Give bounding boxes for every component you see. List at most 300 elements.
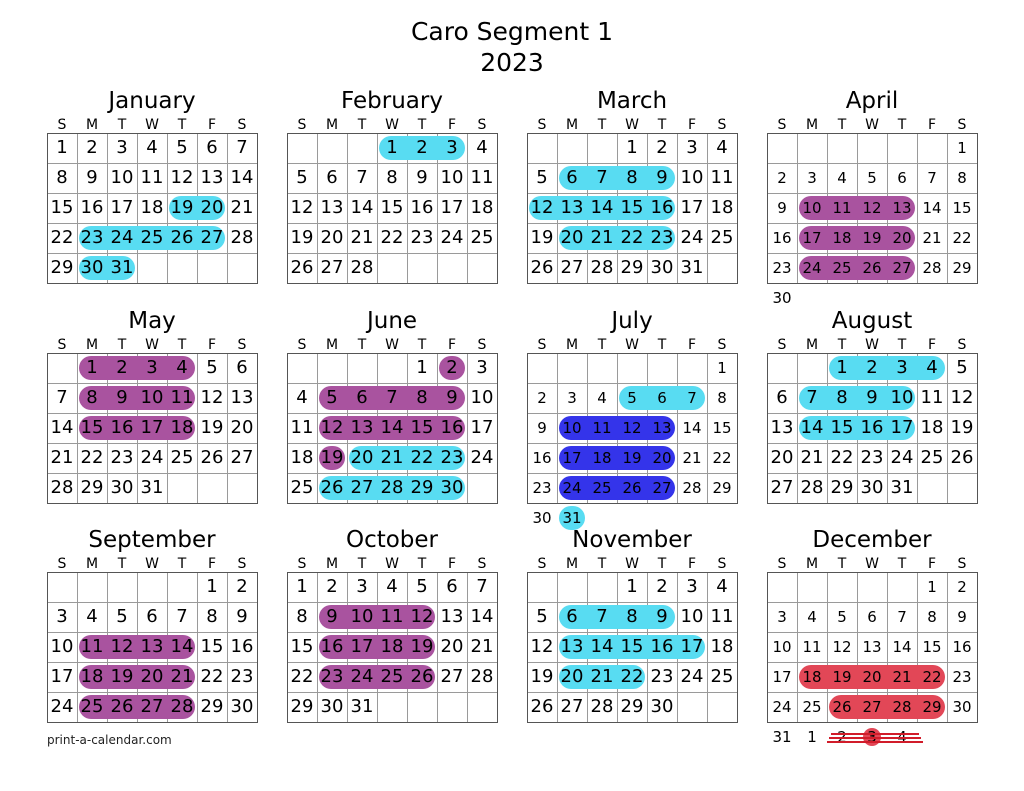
day-cell: 27 [652, 479, 672, 497]
day-cell: 20 [440, 636, 464, 657]
day-cell: 22 [620, 227, 644, 248]
day-cell: 17 [440, 197, 464, 218]
day-cell: 14 [590, 197, 614, 218]
day-cell: 19 [320, 447, 344, 468]
day-grid [767, 572, 977, 746]
day-cell: 20 [230, 417, 254, 438]
day-cell: 25 [290, 477, 314, 498]
footer-credit: print-a-calendar.com [47, 733, 172, 747]
day-cell: 11 [380, 606, 404, 627]
weekday-label: S [477, 117, 487, 133]
day-cell: 2 [866, 357, 878, 378]
day-cell: 29 [200, 696, 224, 717]
day-cell: 15 [830, 417, 854, 438]
day-cell: 5 [536, 606, 548, 627]
weekday-header [767, 119, 977, 132]
weekday-label: M [85, 337, 99, 353]
day-cell: 28 [682, 479, 702, 497]
day-cell: 31 [140, 477, 164, 498]
weekday-label: S [57, 556, 67, 572]
day-cell: 2 [537, 389, 547, 407]
weekday-label: M [325, 117, 339, 133]
next-month-day: 1 [807, 728, 817, 746]
day-cell: 11 [710, 167, 734, 188]
day-cell: 18 [380, 636, 404, 657]
day-cell: 9 [656, 167, 668, 188]
day-cell: 17 [470, 417, 494, 438]
weekday-label: S [297, 556, 307, 572]
day-cell: 27 [770, 477, 794, 498]
day-cell: 9 [236, 606, 248, 627]
day-cell: 3 [56, 606, 68, 627]
day-cell: 9 [416, 167, 428, 188]
day-cell: 26 [110, 696, 134, 717]
calendar-title: Caro Segment 1 [410, 17, 614, 46]
weekday-label: W [865, 556, 879, 572]
day-cell: 2 [86, 137, 98, 158]
day-cell: 28 [230, 227, 254, 248]
day-cell: 23 [772, 259, 792, 277]
weekday-label: T [117, 556, 127, 572]
weekday-label: M [325, 556, 339, 572]
weekday-label: S [777, 337, 787, 353]
day-cell: 27 [320, 257, 344, 278]
day-cell: 8 [626, 606, 638, 627]
day-cell: 6 [657, 389, 667, 407]
day-cell: 4 [716, 576, 728, 597]
day-cell: 27 [560, 696, 584, 717]
weekday-label: T [177, 556, 187, 572]
day-cell: 7 [176, 606, 188, 627]
day-cell: 25 [470, 227, 494, 248]
weekday-label: F [447, 337, 457, 353]
day-cell: 26 [622, 479, 642, 497]
day-cell: 27 [892, 259, 912, 277]
day-cell: 26 [832, 698, 852, 716]
weekday-label: S [777, 556, 787, 572]
day-grid [767, 353, 977, 503]
day-cell: 11 [290, 417, 314, 438]
day-cell: 27 [230, 447, 254, 468]
day-cell: 20 [350, 447, 374, 468]
day-cell: 13 [560, 636, 584, 657]
month-name: June [366, 308, 418, 334]
day-cell: 17 [350, 636, 374, 657]
day-cell: 22 [712, 449, 732, 467]
month-name: January [108, 88, 196, 114]
day-cell: 16 [860, 417, 884, 438]
weekday-label: M [805, 337, 819, 353]
day-cell: 13 [560, 197, 584, 218]
day-cell: 9 [446, 387, 458, 408]
day-cell: 19 [530, 227, 554, 248]
day-cell: 16 [952, 638, 972, 656]
day-cell: 10 [50, 636, 74, 657]
weekday-label: W [865, 117, 879, 133]
day-cell: 17 [680, 636, 704, 657]
day-cell: 15 [620, 197, 644, 218]
day-cell: 3 [686, 576, 698, 597]
day-cell: 20 [862, 668, 882, 686]
day-cell: 11 [470, 167, 494, 188]
day-cell: 5 [206, 357, 218, 378]
day-cell: 6 [236, 357, 248, 378]
weekday-label: F [927, 556, 937, 572]
weekday-header [287, 339, 497, 352]
day-grid [527, 133, 737, 283]
month-july [527, 308, 737, 527]
day-cell: 12 [290, 197, 314, 218]
day-cell: 14 [922, 199, 942, 217]
day-cell: 4 [146, 137, 158, 158]
weekday-label: S [237, 117, 247, 133]
day-cell: 5 [627, 389, 637, 407]
day-cell: 10 [562, 419, 582, 437]
day-cell: 22 [380, 227, 404, 248]
day-cell: 2 [416, 137, 428, 158]
day-cell: 25 [380, 666, 404, 687]
day-cell: 22 [50, 227, 74, 248]
day-cell: 23 [860, 447, 884, 468]
day-cell: 28 [922, 259, 942, 277]
weekday-label: M [85, 556, 99, 572]
day-cell: 28 [892, 698, 912, 716]
weekday-label: T [657, 556, 667, 572]
day-cell: 29 [620, 257, 644, 278]
weekday-label: M [805, 117, 819, 133]
day-cell: 21 [230, 197, 254, 218]
day-cell: 12 [530, 197, 554, 218]
day-cell: 24 [140, 447, 164, 468]
month-name: November [572, 527, 692, 553]
day-cell: 16 [650, 197, 674, 218]
weekday-label: T [357, 117, 367, 133]
day-cell: 15 [952, 199, 972, 217]
day-cell: 14 [170, 636, 194, 657]
weekday-label: S [717, 337, 727, 353]
day-cell: 26 [290, 257, 314, 278]
day-cell: 13 [200, 167, 224, 188]
day-cell: 14 [470, 606, 494, 627]
day-cell: 17 [140, 417, 164, 438]
day-cell: 9 [537, 419, 547, 437]
day-cell: 19 [622, 449, 642, 467]
weekday-label: S [57, 117, 67, 133]
day-cell: 1 [56, 137, 68, 158]
day-cell: 29 [290, 696, 314, 717]
day-cell: 5 [176, 137, 188, 158]
day-cell: 10 [890, 387, 914, 408]
day-cell: 26 [530, 696, 554, 717]
weekday-header [287, 558, 497, 571]
day-cell: 17 [50, 666, 74, 687]
weekday-label: M [805, 556, 819, 572]
weekday-label: T [597, 117, 607, 133]
weekday-label: F [207, 337, 217, 353]
day-cell: 22 [410, 447, 434, 468]
weekday-label: S [537, 556, 547, 572]
weekday-label: S [957, 337, 967, 353]
day-cell: 8 [86, 387, 98, 408]
day-cell: 28 [590, 257, 614, 278]
day-cell: 10 [140, 387, 164, 408]
day-cell: 17 [772, 668, 792, 686]
day-grid [527, 353, 737, 527]
day-cell: 22 [290, 666, 314, 687]
day-cell: 12 [410, 606, 434, 627]
day-cell: 19 [530, 666, 554, 687]
day-cell: 14 [380, 417, 404, 438]
day-cell: 15 [712, 419, 732, 437]
day-cell: 18 [80, 666, 104, 687]
day-cell: 18 [140, 197, 164, 218]
day-cell: 21 [892, 668, 912, 686]
day-cell: 29 [952, 259, 972, 277]
day-cell: 25 [170, 447, 194, 468]
day-cell: 11 [592, 419, 612, 437]
day-cell: 24 [680, 227, 704, 248]
day-cell: 28 [470, 666, 494, 687]
day-cell: 5 [326, 387, 338, 408]
day-cell: 1 [626, 137, 638, 158]
day-cell: 9 [326, 606, 338, 627]
day-cell: 16 [320, 636, 344, 657]
day-cell: 1 [86, 357, 98, 378]
day-cell: 16 [650, 636, 674, 657]
strike-line [827, 741, 923, 743]
day-cell: 7 [236, 137, 248, 158]
day-cell: 1 [626, 576, 638, 597]
day-cell: 25 [832, 259, 852, 277]
day-cell: 16 [410, 197, 434, 218]
weekday-header [767, 339, 977, 352]
day-cell: 28 [590, 696, 614, 717]
weekday-label: T [897, 556, 907, 572]
day-cell: 26 [200, 447, 224, 468]
day-cell: 18 [710, 197, 734, 218]
weekday-label: F [687, 117, 697, 133]
day-cell: 21 [682, 449, 702, 467]
month-name: August [831, 308, 913, 334]
day-cell: 3 [896, 357, 908, 378]
day-cell: 11 [170, 387, 194, 408]
day-cell: 24 [440, 227, 464, 248]
day-cell: 7 [56, 387, 68, 408]
weekday-header [767, 558, 977, 571]
day-cell: 13 [652, 419, 672, 437]
day-cell: 10 [350, 606, 374, 627]
day-cell: 27 [350, 477, 374, 498]
day-cell: 21 [380, 447, 404, 468]
day-cell: 8 [626, 167, 638, 188]
day-cell: 13 [440, 606, 464, 627]
day-cell: 7 [476, 576, 488, 597]
day-cell: 1 [296, 576, 308, 597]
weekday-label: S [537, 117, 547, 133]
day-cell: 19 [832, 668, 852, 686]
day-cell: 4 [837, 169, 847, 187]
day-cell: 15 [922, 638, 942, 656]
day-cell: 7 [687, 389, 697, 407]
day-cell: 4 [176, 357, 188, 378]
day-cell: 6 [206, 137, 218, 158]
day-cell: 19 [110, 666, 134, 687]
weekday-label: W [385, 556, 399, 572]
day-cell: 7 [596, 606, 608, 627]
day-cell: 20 [320, 227, 344, 248]
day-cell: 4 [386, 576, 398, 597]
weekday-label: T [597, 556, 607, 572]
weekday-header [527, 558, 737, 571]
day-cell: 18 [170, 417, 194, 438]
day-cell: 22 [80, 447, 104, 468]
day-cell: 6 [146, 606, 158, 627]
day-cell: 16 [772, 229, 792, 247]
weekday-label: S [237, 556, 247, 572]
day-cell: 1 [717, 359, 727, 377]
weekday-label: S [477, 337, 487, 353]
day-cell: 16 [80, 197, 104, 218]
weekday-label: S [957, 117, 967, 133]
day-cell: 2 [656, 576, 668, 597]
day-cell: 31 [890, 477, 914, 498]
weekday-label: F [447, 117, 457, 133]
month-december [767, 527, 977, 746]
day-cell: 30 [650, 696, 674, 717]
day-cell: 2 [777, 169, 787, 187]
day-cell: 6 [566, 167, 578, 188]
day-cell: 14 [892, 638, 912, 656]
day-cell: 14 [350, 197, 374, 218]
weekday-label: W [145, 556, 159, 572]
day-cell: 20 [770, 447, 794, 468]
day-cell: 1 [927, 578, 937, 596]
day-cell: 17 [110, 197, 134, 218]
day-cell: 24 [680, 666, 704, 687]
day-cell: 20 [892, 229, 912, 247]
day-cell: 28 [800, 477, 824, 498]
day-cell: 26 [530, 257, 554, 278]
day-cell: 8 [836, 387, 848, 408]
day-cell: 19 [170, 197, 194, 218]
day-cell: 9 [116, 387, 128, 408]
day-cell: 23 [532, 479, 552, 497]
day-cell: 21 [590, 666, 614, 687]
month-january [47, 88, 257, 288]
day-cell: 18 [710, 636, 734, 657]
day-cell: 24 [470, 447, 494, 468]
day-cell: 13 [350, 417, 374, 438]
weekday-label: S [57, 337, 67, 353]
day-cell: 3 [356, 576, 368, 597]
day-cell: 29 [80, 477, 104, 498]
weekday-label: T [177, 117, 187, 133]
weekday-label: F [207, 117, 217, 133]
weekday-label: T [897, 117, 907, 133]
weekday-label: S [717, 556, 727, 572]
weekday-label: S [297, 117, 307, 133]
day-cell: 21 [50, 447, 74, 468]
day-cell: 17 [680, 197, 704, 218]
day-cell: 10 [110, 167, 134, 188]
day-cell: 7 [356, 167, 368, 188]
day-cell: 5 [956, 357, 968, 378]
month-name: March [596, 88, 668, 114]
day-cell: 1 [416, 357, 428, 378]
weekday-label: M [85, 117, 99, 133]
day-cell: 19 [290, 227, 314, 248]
day-cell: 22 [830, 447, 854, 468]
day-cell: 2 [656, 137, 668, 158]
weekday-label: T [357, 337, 367, 353]
day-cell: 31 [680, 257, 704, 278]
day-cell: 15 [50, 197, 74, 218]
month-november [527, 527, 737, 727]
day-cell: 27 [560, 257, 584, 278]
day-cell: 11 [802, 638, 822, 656]
day-cell: 24 [562, 479, 582, 497]
weekday-label: S [717, 117, 727, 133]
day-cell: 16 [532, 449, 552, 467]
day-cell: 3 [116, 137, 128, 158]
day-cell: 4 [807, 608, 817, 626]
day-cell: 5 [867, 169, 877, 187]
day-cell: 26 [320, 477, 344, 498]
weekday-label: T [657, 117, 667, 133]
day-cell: 3 [686, 137, 698, 158]
weekday-label: T [177, 337, 187, 353]
month-april [767, 88, 977, 307]
day-cell: 20 [200, 197, 224, 218]
strike-line [829, 737, 921, 739]
day-cell: 7 [806, 387, 818, 408]
day-cell: 25 [802, 698, 822, 716]
day-cell: 30 [860, 477, 884, 498]
weekday-label: F [207, 556, 217, 572]
day-cell: 26 [862, 259, 882, 277]
day-cell: 16 [440, 417, 464, 438]
day-cell: 5 [536, 167, 548, 188]
day-cell: 24 [110, 227, 134, 248]
weekday-label: T [837, 556, 847, 572]
day-cell: 29 [830, 477, 854, 498]
day-cell: 18 [920, 417, 944, 438]
day-cell: 9 [656, 606, 668, 627]
day-cell: 28 [170, 696, 194, 717]
day-cell: 28 [380, 477, 404, 498]
weekday-label: W [145, 337, 159, 353]
day-grid [287, 353, 497, 503]
weekday-label: F [927, 117, 937, 133]
weekday-label: T [837, 117, 847, 133]
weekday-label: T [597, 337, 607, 353]
month-name: May [128, 308, 176, 334]
day-cell: 18 [470, 197, 494, 218]
day-cell: 18 [592, 449, 612, 467]
day-cell: 12 [170, 167, 194, 188]
day-cell: 12 [622, 419, 642, 437]
day-cell: 21 [470, 636, 494, 657]
day-cell: 19 [200, 417, 224, 438]
day-cell: 25 [140, 227, 164, 248]
day-cell: 5 [837, 608, 847, 626]
month-name: April [845, 88, 899, 114]
day-cell: 30 [110, 477, 134, 498]
day-cell: 15 [410, 417, 434, 438]
weekday-label: T [417, 556, 427, 572]
day-cell: 18 [802, 668, 822, 686]
weekday-header [47, 558, 257, 571]
